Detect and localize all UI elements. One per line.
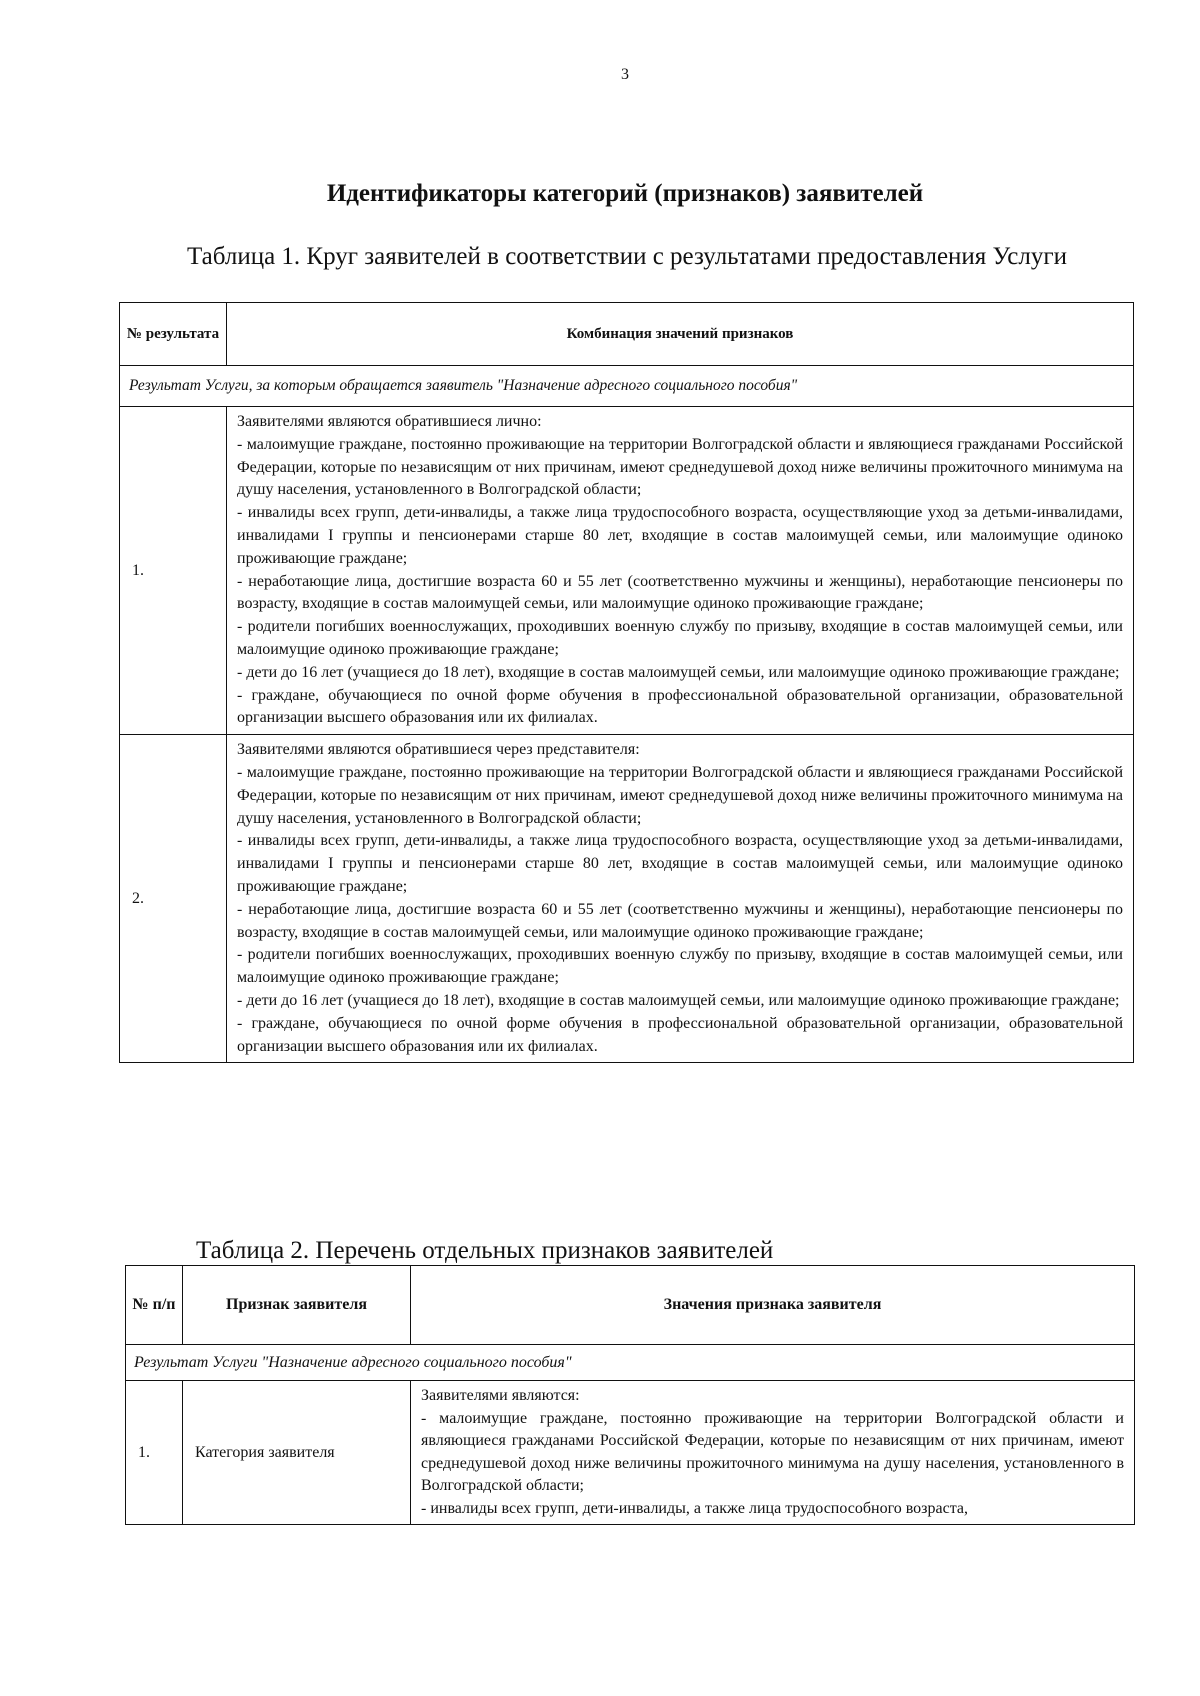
row-number: 2. (120, 735, 227, 1063)
content-line: - инвалиды всех групп, дети-инвалиды, а также лица трудоспособного возраста, осуществляющие уход за детьми-инвалидами, инвалидами I группы и пенсионерами старше 80 лет, входящие в состав малоимущей семьи, или малоимущие одиноко проживающие граждане; (237, 832, 1123, 895)
applicant-circle-table (119, 302, 1134, 1063)
header-number: № п/п (126, 1266, 183, 1345)
table-row (126, 1381, 1135, 1525)
content-line: - неработающие лица, достигшие возраста 60 и 55 лет (соответственно мужчины и женщины), неработающие пенсионеры по возрасту, входящие в состав малоимущей семьи, или малоимущие одиноко проживающие граждане; (237, 900, 1123, 941)
content-line: - граждане, обучающиеся по очной форме обучения в профессиональной образовательной организации, образовательной организации высшего образования или их филиалах. (237, 1014, 1123, 1055)
row-number: 1. (126, 1381, 183, 1525)
page-title: Идентификаторы категорий (признаков) заявителей (326, 180, 924, 207)
content-line: - граждане, обучающиеся по очной форме обучения в профессиональной образовательной организации, образовательной организации высшего образования или их филиалах. (237, 686, 1123, 727)
table-header-row (126, 1266, 1135, 1345)
page-number: 3 (621, 66, 629, 83)
row-content (411, 1381, 1135, 1525)
content-line: - родители погибших военнослужащих, проходивших военную службу по призыву, входящие в состав малоимущей семьи, или малоимущие одиноко проживающие граждане; (237, 618, 1123, 658)
section-label: Результат Услуги "Назначение адресного социального пособия" (126, 1345, 1135, 1381)
header-result-number: № результата (120, 303, 227, 366)
content-line: - малоимущие граждане, постоянно проживающие на территории Волгоградской области и являющиеся гражданами Российской Федерации, которые по независящим от них причинам, имеют среднедушевой доход ниже величины прожиточного минимума на душу населения, установленного в Волгоградской области; (237, 435, 1123, 499)
content-line: Заявителями являются обратившиеся через представителя: (237, 741, 640, 759)
table-row (120, 735, 1134, 1063)
content-line: - неработающие лица, достигшие возраста 60 и 55 лет (соответственно мужчины и женщины), неработающие пенсионеры по возрасту, входящие в состав малоимущей семьи, или малоимущие одиноко проживающие граждане; (237, 572, 1123, 613)
header-values: Значения признака заявителя (411, 1266, 1135, 1345)
table1-caption: Таблица 1. Круг заявителей в соответствии с результатами предоставления Услуги (187, 243, 1067, 270)
section-row (120, 366, 1134, 407)
row-content (227, 407, 1134, 735)
content-line: - инвалиды всех групп, дети-инвалиды, а также лица трудоспособного возраста, осуществляющие уход за детьми-инвалидами, инвалидами I группы и пенсионерами старше 80 лет, входящие в состав малоимущей семьи, или малоимущие одиноко проживающие граждане; (237, 504, 1123, 567)
applicant-attributes-table (125, 1265, 1135, 1525)
section-label: Результат Услуги, за которым обращается заявитель "Назначение адресного социального пособия" (120, 366, 1134, 407)
content-line: Заявителями являются обратившиеся лично: (237, 413, 542, 430)
row-number: 1. (120, 407, 227, 735)
content-line: - дети до 16 лет (учащиеся до 18 лет), входящие в состав малоимущей семьи, или малоимущие одиноко проживающие граждане; (237, 991, 1120, 1009)
content-line: - дети до 16 лет (учащиеся до 18 лет), входящие в состав малоимущей семьи, или малоимущие одиноко проживающие граждане; (237, 663, 1120, 681)
header-combination: Комбинация значений признаков (227, 303, 1134, 366)
table-row (120, 407, 1134, 735)
content-line: Заявителями являются: (421, 1387, 580, 1404)
content-line: - инвалиды всех групп, дети-инвалиды, а также лица трудоспособного возраста, (421, 1499, 968, 1517)
table2-caption: Таблица 2. Перечень отдельных признаков заявителей (196, 1237, 774, 1264)
content-line: - малоимущие граждане, постоянно проживающие на территории Волгоградской области и являющиеся гражданами Российской Федерации, которые по независящим от них причинам, имеют среднедушевой доход ниже величины прожиточного минимума на душу населения, установленного в Волгоградской области; (237, 763, 1123, 827)
attribute-name: Категория заявителя (183, 1381, 411, 1525)
table-header-row (120, 303, 1134, 366)
content-line: - малоимущие граждане, постоянно проживающие на территории Волгоградской области и являющиеся гражданами Российской Федерации, которые по независящим от них причинам, имеют среднедушевой доход ниже величины прожиточного минимума на душу населения, установленного в Волгоградской области; (421, 1409, 1124, 1494)
content-line: - родители погибших военнослужащих, проходивших военную службу по призыву, входящие в состав малоимущей семьи, или малоимущие одиноко проживающие граждане; (237, 946, 1123, 987)
header-attribute: Признак заявителя (183, 1266, 411, 1345)
row-content (227, 735, 1134, 1063)
section-row (126, 1345, 1135, 1381)
